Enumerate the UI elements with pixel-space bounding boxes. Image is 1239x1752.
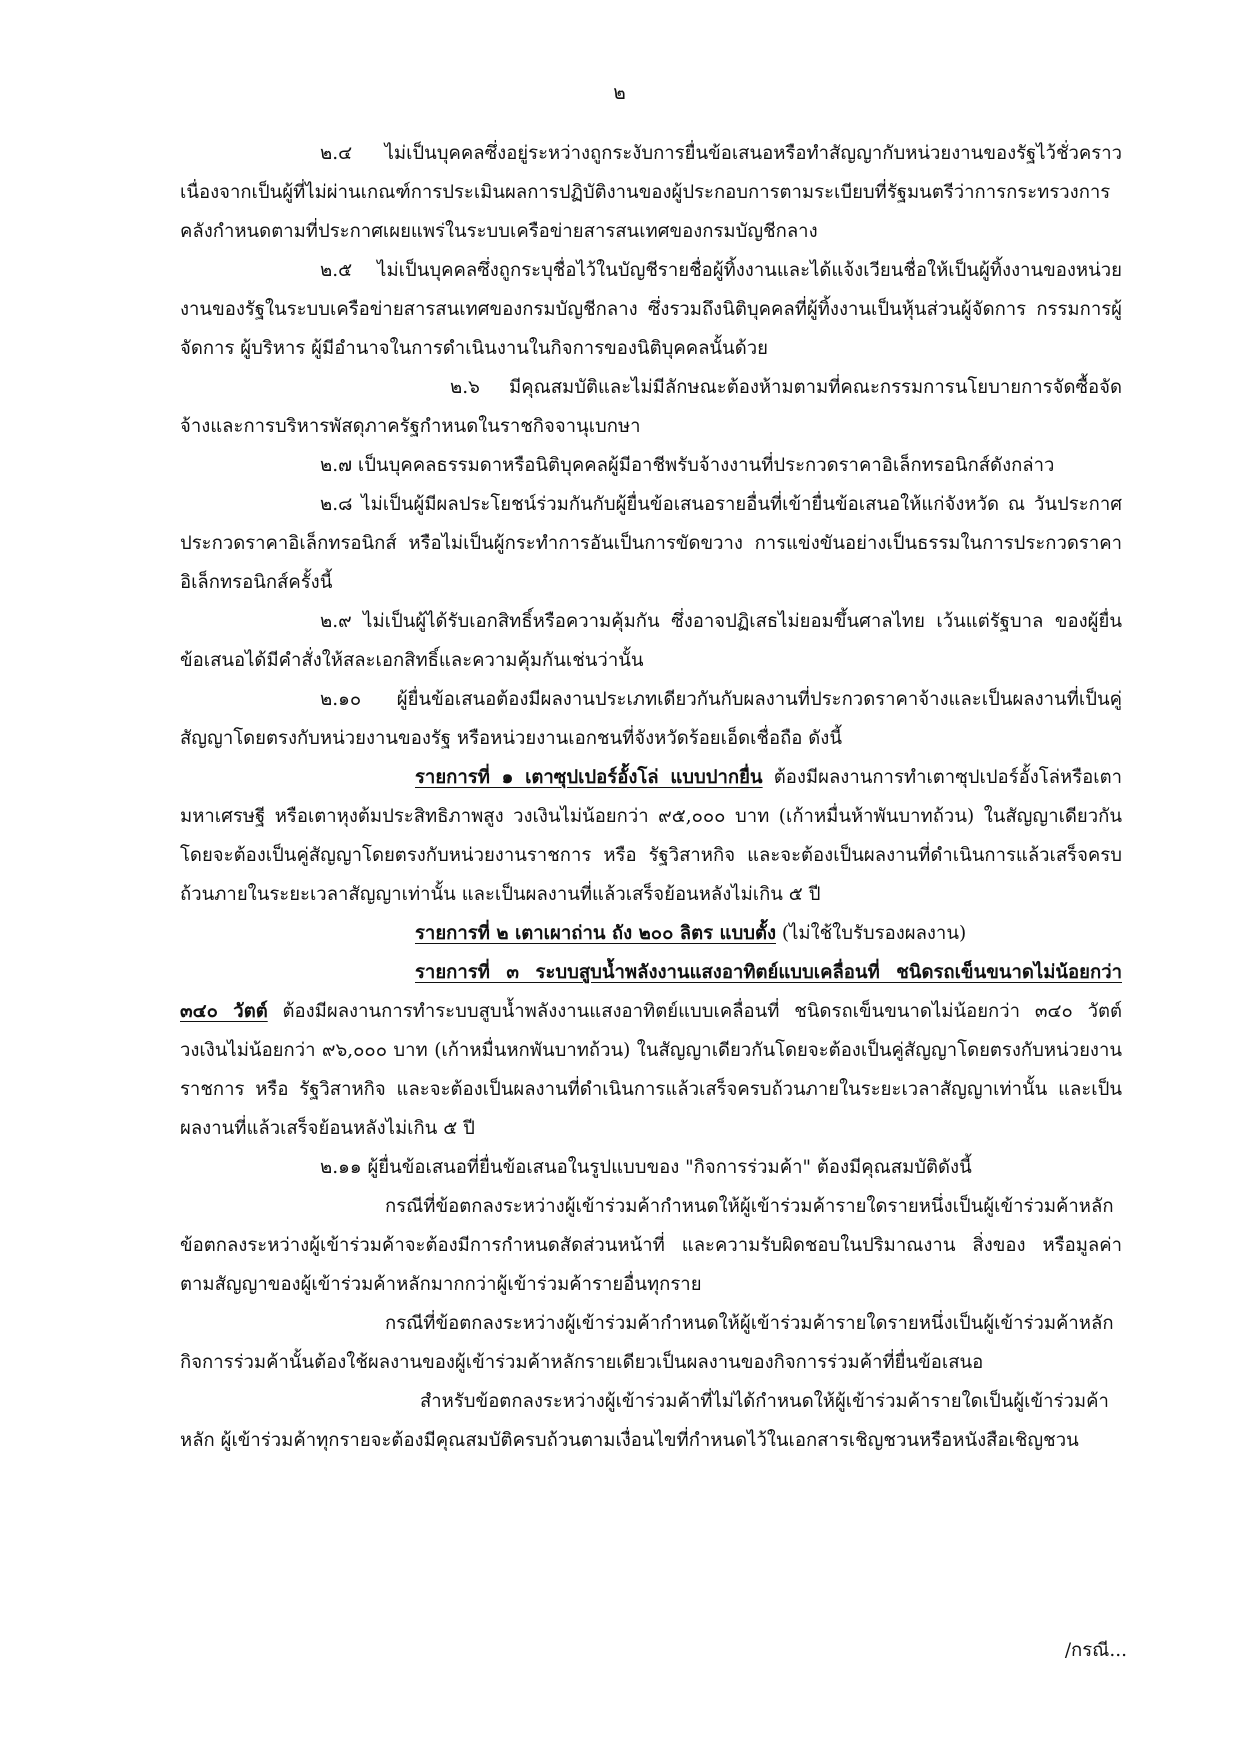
continuation-marker: /กรณี... bbox=[1064, 1640, 1127, 1661]
paragraph-2-4: ๒.๔ ไม่เป็นบุคคลซึ่งอยู่ระหว่างถูกระงับการยื่นข้อเสนอหรือทำสัญญากับหน่วยงานของรัฐไว้ชั่วคราว เนื่องจากเป็นผู้ที่ไม่ผ่านเกณฑ์การประเมินผลการปฏิบัติงานของผู้ประกอบการตามระเบียบที่รัฐมนตรีว่าการกระทรวงการคลังกำหนดตามที่ประกาศเผยแพร่ในระบบเครือข่ายสารสนเทศของกรมบัญชีกลาง bbox=[180, 143, 1122, 242]
item-1-body: ต้องมีผลงานการทำเตาซุปเปอร์อั้งโล่หรือเตามหาเศรษฐี หรือเตาหุงต้มประสิทธิภาพสูง วงเงินไม่น้อยกว่า ๙๕,๐๐๐ บาท (เก้าหมื่นห้าพันบาทถ้วน) ในสัญญาเดียวกัน โดยจะต้องเป็นคู่สัญญาโดยตรงกับหน่วยงานราชการ หรือ รัฐวิสาหกิจ และจะต้องเป็นผลงานที่ดำเนินการแล้วเสร็จครบถ้วนภายในระยะเวลาสัญญาเท่านั้น และเป็นผลงานที่แล้วเสร็จย้อนหลังไม่เกิน ๕ ปี bbox=[180, 767, 1122, 905]
item-2-body: (ไม่ใช้ใบรับรองผลงาน) bbox=[776, 923, 967, 944]
paragraph-2-6: ๒.๖ มีคุณสมบัติและไม่มีลักษณะต้องห้ามตามที่คณะกรรมการนโยบายการจัดซื้อจัดจ้างและการบริหารพัสดุภาครัฐกำหนดในราชกิจจานุเบกษา bbox=[180, 377, 1122, 437]
page-number: ๒ bbox=[613, 82, 626, 104]
item-1 bbox=[180, 758, 1122, 914]
joint-venture-case-1: กรณีที่ข้อตกลงระหว่างผู้เข้าร่วมค้ากำหนดให้ผู้เข้าร่วมค้ารายใดรายหนึ่งเป็นผู้เข้าร่วมค้าหลัก ข้อตกลงระหว่างผู้เข้าร่วมค้าจะต้องมีการกำหนดสัดส่วนหน้าที่ และความรับผิดชอบในปริมาณงาน สิ่งของ หรือมูลค่าตามสัญญาของผู้เข้าร่วมค้าหลักมากกว่าผู้เข้าร่วมค้ารายอื่นทุกราย bbox=[180, 1196, 1122, 1295]
item-3 bbox=[180, 953, 1122, 1148]
item-3-body: ต้องมีผลงานการทำระบบสูบน้ำพลังงานแสงอาทิตย์แบบเคลื่อนที่ ชนิดรถเข็นขนาดไม่น้อยกว่า ๓๔๐ วัตต์ วงเงินไม่น้อยกว่า ๙๖,๐๐๐ บาท (เก้าหมื่นหกพันบาทถ้วน) ในสัญญาเดียวกันโดยจะต้องเป็นคู่สัญญาโดยตรงกับหน่วยงานราชการ หรือ รัฐวิสาหกิจ และจะต้องเป็นผลงานที่ดำเนินการแล้วเสร็จครบถ้วนภายในระยะเวลาสัญญาเท่านั้น และเป็นผลงานที่แล้วเสร็จย้อนหลังไม่เกิน ๕ ปี bbox=[180, 1001, 1122, 1139]
paragraph-2-8: ๒.๘ ไม่เป็นผู้มีผลประโยชน์ร่วมกันกับผู้ยื่นข้อเสนอรายอื่นที่เข้ายื่นข้อเสนอให้แก่จังหวัด ณ วันประกาศประกวดราคาอิเล็กทรอนิกส์ หรือไม่เป็นผู้กระทำการอันเป็นการขัดขวาง การแข่งขันอย่างเป็นธรรมในการประกวดราคาอิเล็กทรอนิกส์ครั้งนี้ bbox=[180, 494, 1122, 593]
paragraph-2-11: ๒.๑๑ ผู้ยื่นข้อเสนอที่ยื่นข้อเสนอในรูปแบบของ "กิจการร่วมค้า" ต้องมีคุณสมบัติดังนี้ bbox=[320, 1157, 972, 1178]
paragraph-2-5: ๒.๕ ไม่เป็นบุคคลซึ่งถูกระบุชื่อไว้ในบัญชีรายชื่อผู้ทิ้งงานและได้แจ้งเวียนชื่อให้เป็นผู้ทิ้งงานของหน่วยงานของรัฐในระบบเครือข่ายสารสนเทศของกรมบัญชีกลาง ซึ่งรวมถึงนิติบุคคลที่ผู้ทิ้งงานเป็นหุ้นส่วนผู้จัดการ กรรมการผู้จัดการ ผู้บริหาร ผู้มีอำนาจในการดำเนินงานในกิจการของนิติบุคคลนั้นด้วย bbox=[180, 260, 1122, 359]
document-body bbox=[180, 134, 1122, 1460]
paragraph-2-7: ๒.๗ เป็นบุคคลธรรมดาหรือนิติบุคคลผู้มีอาชีพรับจ้างงานที่ประกวดราคาอิเล็กทรอนิกส์ดังกล่าว bbox=[320, 455, 1055, 476]
item-2-title: รายการที่ ๒ เตาเผาถ่าน ถัง ๒๐๐ ลิตร แบบตั้ง bbox=[415, 923, 776, 944]
joint-venture-case-2: กรณีที่ข้อตกลงระหว่างผู้เข้าร่วมค้ากำหนดให้ผู้เข้าร่วมค้ารายใดรายหนึ่งเป็นผู้เข้าร่วมค้าหลัก กิจการร่วมค้านั้นต้องใช้ผลงานของผู้เข้าร่วมค้าหลักรายเดียวเป็นผลงานของกิจการร่วมค้าที่ยื่นข้อเสนอ bbox=[180, 1313, 1114, 1373]
joint-venture-case-3: สำหรับข้อตกลงระหว่างผู้เข้าร่วมค้าที่ไม่ได้กำหนดให้ผู้เข้าร่วมค้ารายใดเป็นผู้เข้าร่วมค้าหลัก ผู้เข้าร่วมค้าทุกรายจะต้องมีคุณสมบัติครบถ้วนตามเงื่อนไขที่กำหนดไว้ในเอกสารเชิญชวนหรือหนังสือเชิญชวน bbox=[180, 1391, 1109, 1451]
paragraph-2-10: ๒.๑๐ ผู้ยื่นข้อเสนอต้องมีผลงานประเภทเดียวกันกับผลงานที่ประกวดราคาจ้างและเป็นผลงานที่เป็นคู่สัญญาโดยตรงกับหน่วยงานของรัฐ หรือหน่วยงานเอกชนที่จังหวัดร้อยเอ็ดเชื่อถือ ดังนี้ bbox=[180, 689, 1122, 749]
paragraph-2-9: ๒.๙ ไม่เป็นผู้ได้รับเอกสิทธิ์หรือความคุ้มกัน ซึ่งอาจปฏิเสธไม่ยอมขึ้นศาลไทย เว้นแต่รัฐบาล ของผู้ยื่นข้อเสนอได้มีคำสั่งให้สละเอกสิทธิ์และความคุ้มกันเช่นว่านั้น bbox=[180, 611, 1122, 671]
item-3-title: รายการที่ ๓ ระบบสูบน้ำพลังงานแสงอาทิตย์แบบเคลื่อนที่ ชนิดรถเข็นขนาดไม่น้อยกว่า ๓๔๐ วัตต์ bbox=[180, 962, 1122, 1022]
item-1-title: รายการที่ ๑ เตาซุปเปอร์อั้งโล่ แบบปากยื่น bbox=[415, 767, 763, 788]
item-2 bbox=[180, 914, 1122, 953]
